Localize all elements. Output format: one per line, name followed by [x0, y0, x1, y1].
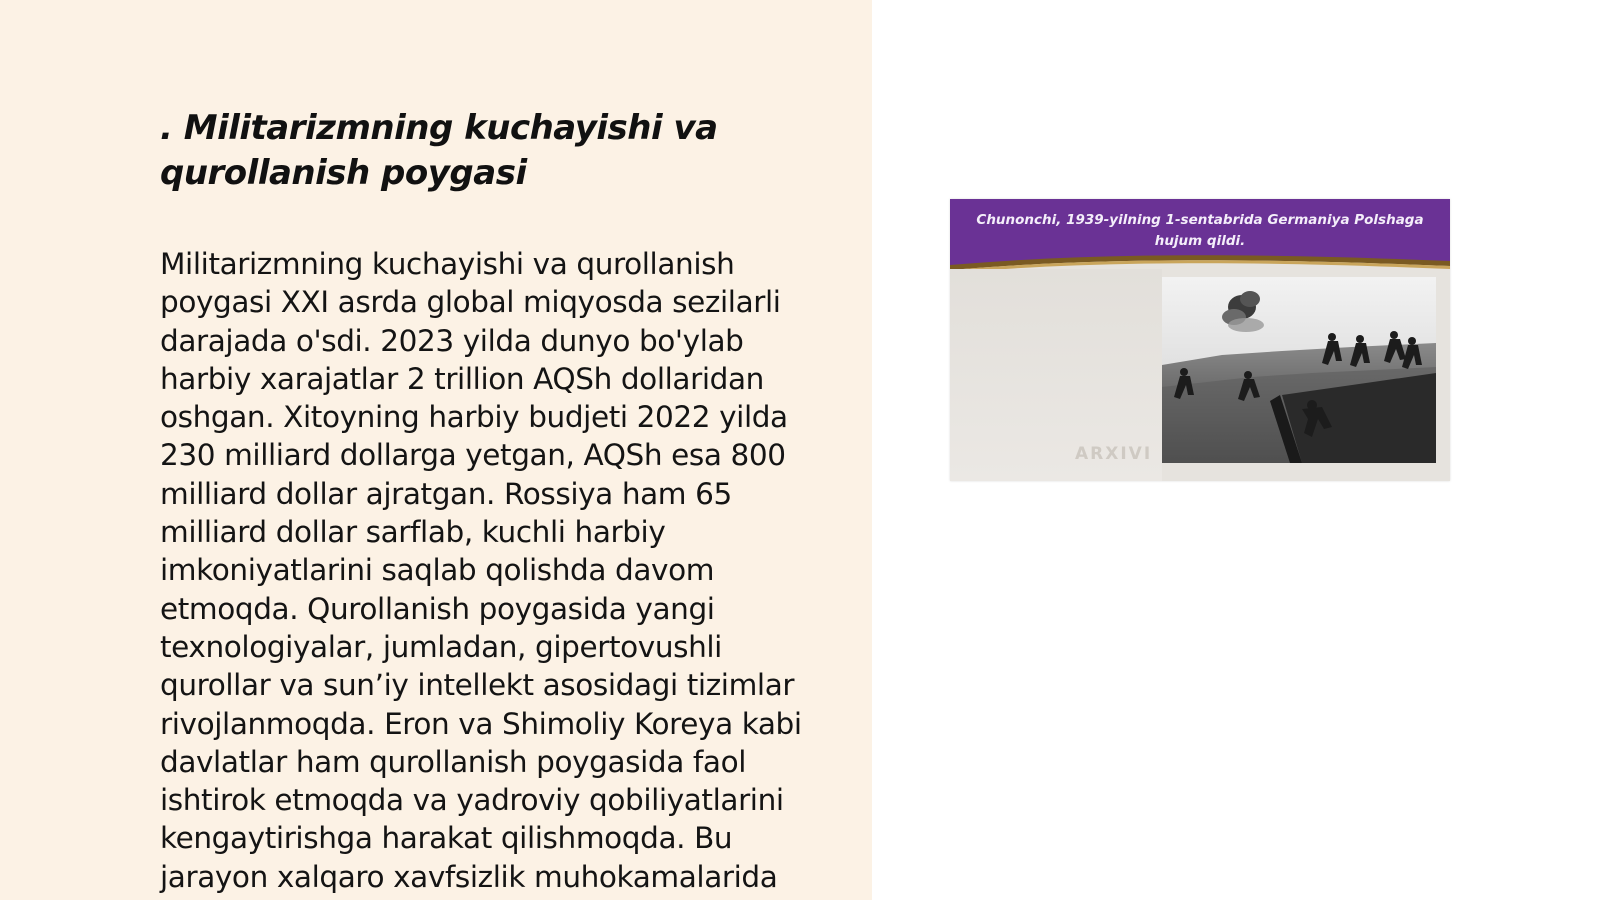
history-image [950, 199, 1450, 481]
faded-background-text [964, 319, 1159, 340]
slide-body-text: Militarizmning kuchayishi va qurollanish poygasi XXI asrda global miqyosda sezilarli darajada o'sdi. 2023 yilda dunyo bo'ylab harbiy xarajatlar 2 trillion AQSh dollaridan oshgan. Xitoyning harbiy budjeti 2022 yilda 230 milliard dollarga yetgan, AQSh esa 800 milliard dollar ajratgan. Rossiya ham 65 milliard dollar sarflab, kuchli harbiy imkoniyatlarini saqlab qolishda davom etmoqda. Qurollanish poygasida yangi texnologiyalar, jumladan, gipertovushli qurollar va sun’iy intellekt asosidagi tizimlar rivojlanmoqda. Eron va Shimoliy Koreya kabi davlatlar ham qurollanish poygasida faol ishtirok etmoqda va yadroviy qobiliyatlarini kengaytirishga harakat qilishmoqda. Bu jarayon xalqaro xavfsizlik muhokamalarida [160, 247, 802, 894]
image-caption: Chunonchi, 1939-yilning 1-sentabrida Germaniya Polshaga hujum qildi. [976, 212, 1424, 249]
war-photo-icon [1162, 277, 1436, 463]
watermark: ARXIVI [1075, 444, 1153, 464]
slide-title: . Militarizmning kuchayishi va qurollanish poygasi [160, 108, 718, 193]
